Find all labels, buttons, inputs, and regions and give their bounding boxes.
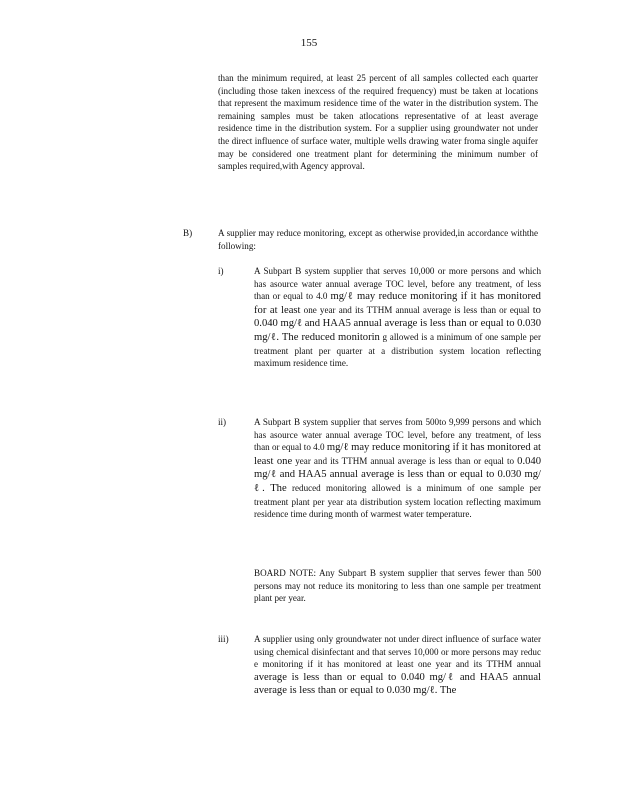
board-note-text: BOARD NOTE: Any Subpart B system supplier that serves fewer than 500 persons may not reduce its monitoring to less than one sample per treatment plant per year. — [254, 568, 541, 604]
board-note-paragraph — [254, 567, 541, 605]
item-ii-text-2: mg/ℓ may reduce monitoring if it has monitored at least one — [254, 442, 541, 467]
intro-paragraph — [218, 72, 538, 173]
page-number: 155 — [300, 37, 318, 49]
item-ii-text-1: A Subpart B system supplier that serves from 500to 9,999 persons and which has asource water annual average TOC level, before any treatment, of less than or equal to 4.0 — [254, 417, 541, 453]
item-ii-text-4: 0.040 mg/ℓ and HAA5 annual average is less than or equal to 0.030 mg/ℓ. The — [254, 455, 541, 494]
item-i-text-4: to 0.040 mg/ℓ and HAA5 annual average is less than or equal to 0.030 mg/ℓ. The reduced monitorin — [254, 304, 541, 343]
item-iii-marker: iii) — [218, 634, 229, 644]
item-ii-text-5: reduced monitoring allowed is a minimum of one sample per treatment plant per year ata distribution system location reflecting maximum residence time during month of warmest water temperature. — [254, 482, 541, 520]
section-b-marker: B) — [183, 228, 193, 238]
item-iii-text-2: average is less than or equal to 0.040 mg/ℓ and HAA5 annual average is less than or equal to 0.030 mg/ℓ. The — [254, 671, 541, 697]
item-ii-marker: ii) — [218, 417, 227, 427]
item-i-text-5: g allowed is a minimum of one sample per treatment plant per quarter at a distribution system location reflecting maximum residence time. — [254, 331, 541, 369]
item-iii-paragraph — [254, 633, 541, 698]
item-i-paragraph — [254, 265, 541, 370]
item-ii-paragraph — [254, 416, 541, 521]
item-ii-text-3: year and its TTHM annual average is less than or equal to — [295, 455, 515, 466]
item-i-text-2: mg/ℓ may reduce monitoring if it has monitored for at least — [254, 291, 541, 316]
section-b-paragraph — [218, 227, 538, 252]
item-i-text-1: A Subpart B system supplier that serves 10,000 or more persons and which has asource water annual average TOC level, before any treatment, of less than or equal to 4.0 — [254, 266, 541, 302]
item-iii-text-1: A supplier using only groundwater not under direct influence of surface water using chemical disinfectant and that serves 10,000 or more persons may reduc e monitoring if it has monitored at least one year and its TTHM annual — [254, 634, 541, 670]
item-i-text-3: one year and its TTHM annual average is less than or equal — [303, 304, 530, 315]
intro-text: than the minimum required, at least 25 percent of all samples collected each quarter (including those taken inexcess of the required frequency) must be taken at locations that represent the maximum residence time of the water in the distribution system. The remaining samples must be taken atlocations representative of at least average residence time in the distribution system. For a supplier using groundwater not under the direct influence of surface water, multiple wells drawing water froma single aquifer may be considered one treatment plant for determining the minimum number of samples required,with Agency approval. — [218, 73, 538, 172]
section-b-text: A supplier may reduce monitoring, except as otherwise provided,in accordance withthe following: — [218, 228, 538, 251]
item-i-marker: i) — [218, 266, 224, 276]
